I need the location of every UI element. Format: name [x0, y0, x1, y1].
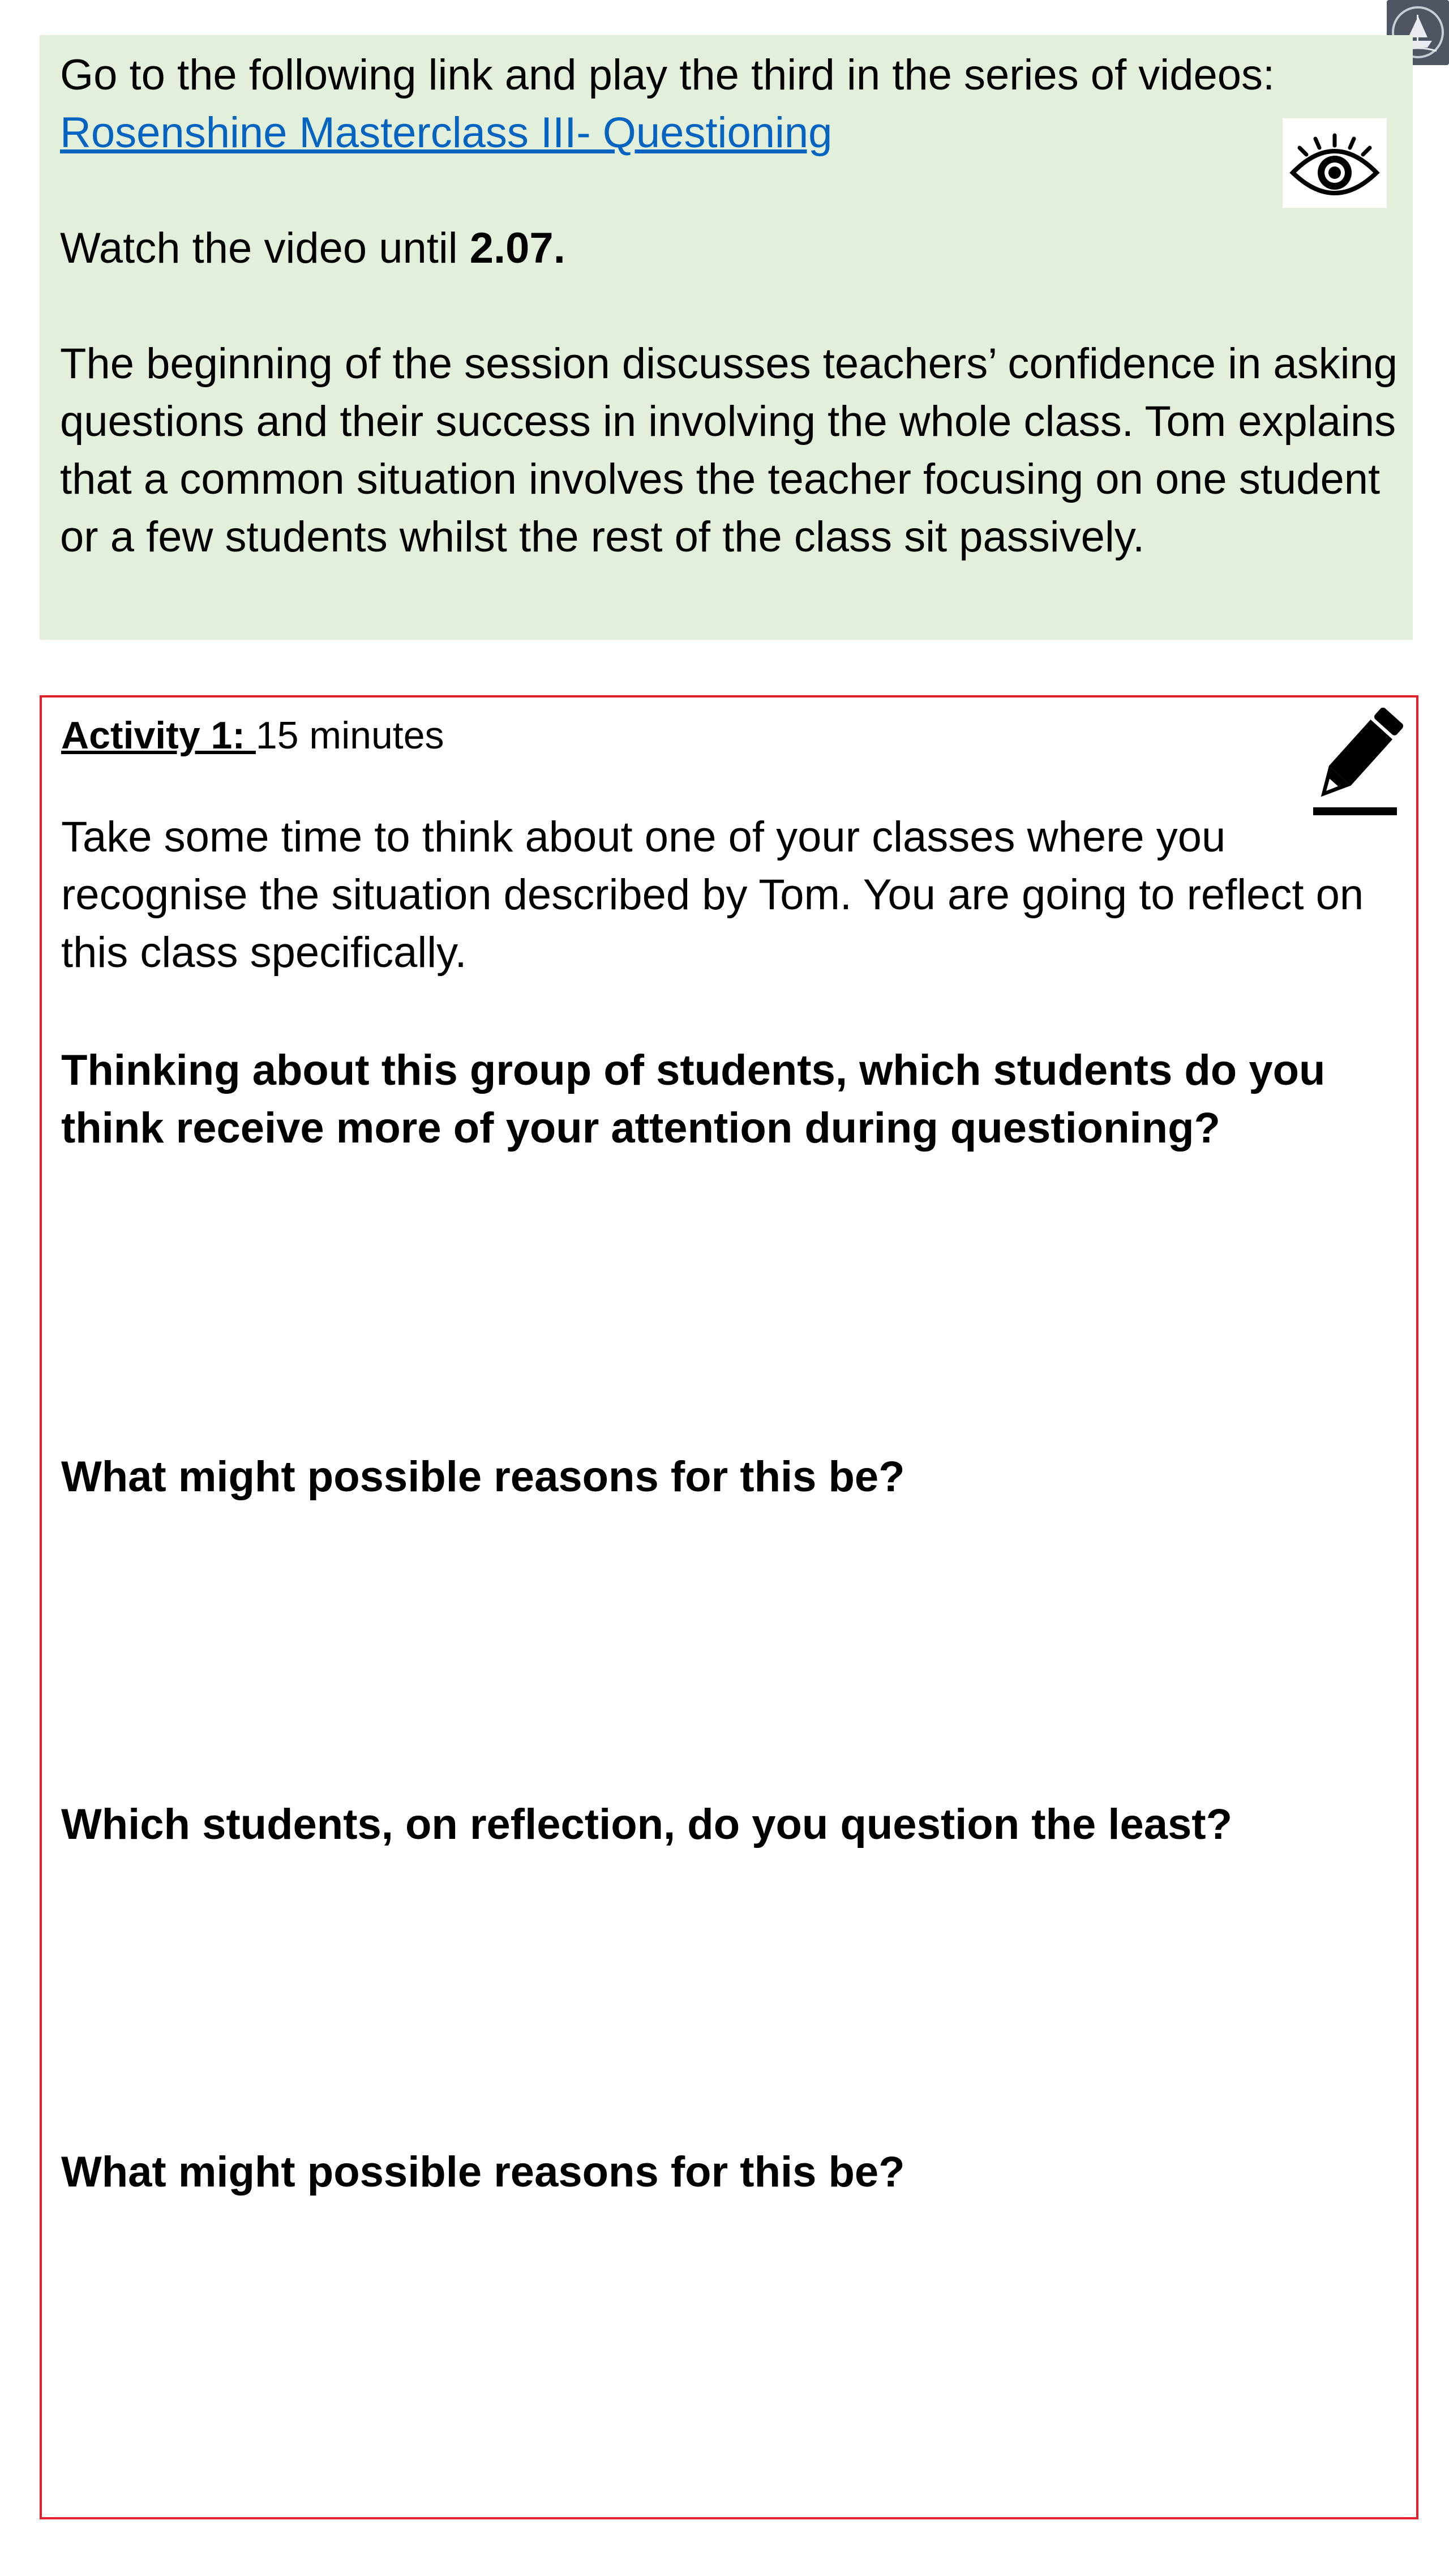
watch-time: 2.07. — [469, 224, 565, 272]
answer-4-area[interactable] — [61, 2206, 1399, 2502]
activity-label: Activity 1: — [61, 714, 256, 757]
question-3: Which students, on reflection, do you question the least? — [61, 1800, 1232, 1848]
video-instructions-panel — [40, 35, 1413, 640]
session-summary: The beginning of the session discusses teachers’ confidence in asking questions and their success in involving the whole class. Tom explains that a common situation involves the teacher focusing on one student or a few students whilst the rest of the class sit passively. — [60, 340, 1398, 561]
activity-duration: 15 minutes — [255, 714, 444, 757]
pencil-icon — [1307, 708, 1407, 821]
watch-prefix: Watch the video until — [60, 224, 470, 272]
answer-1-area[interactable] — [61, 1162, 1399, 1436]
activity-instructions: Take some time to think about one of your classes where you recognise the situation described by Tom. You are going to reflect on this class specifically. — [61, 813, 1364, 977]
watch-instruction — [60, 220, 1392, 277]
question-1: Thinking about this group of students, which students do you think receive more of your attention during questioning? — [61, 1046, 1326, 1152]
answer-3-area[interactable] — [61, 1858, 1399, 2132]
activity-header — [61, 710, 1399, 761]
activity-panel — [40, 695, 1418, 2519]
question-2: What might possible reasons for this be? — [61, 1453, 905, 1501]
eye-icon — [1283, 118, 1387, 208]
question-4: What might possible reasons for this be? — [61, 2148, 905, 2196]
instruction-text: Go to the following link and play the third in the series of videos: — [60, 51, 1275, 99]
answer-2-area[interactable] — [61, 1510, 1399, 1785]
video-link[interactable]: Rosenshine Masterclass III- Questioning — [60, 109, 833, 157]
